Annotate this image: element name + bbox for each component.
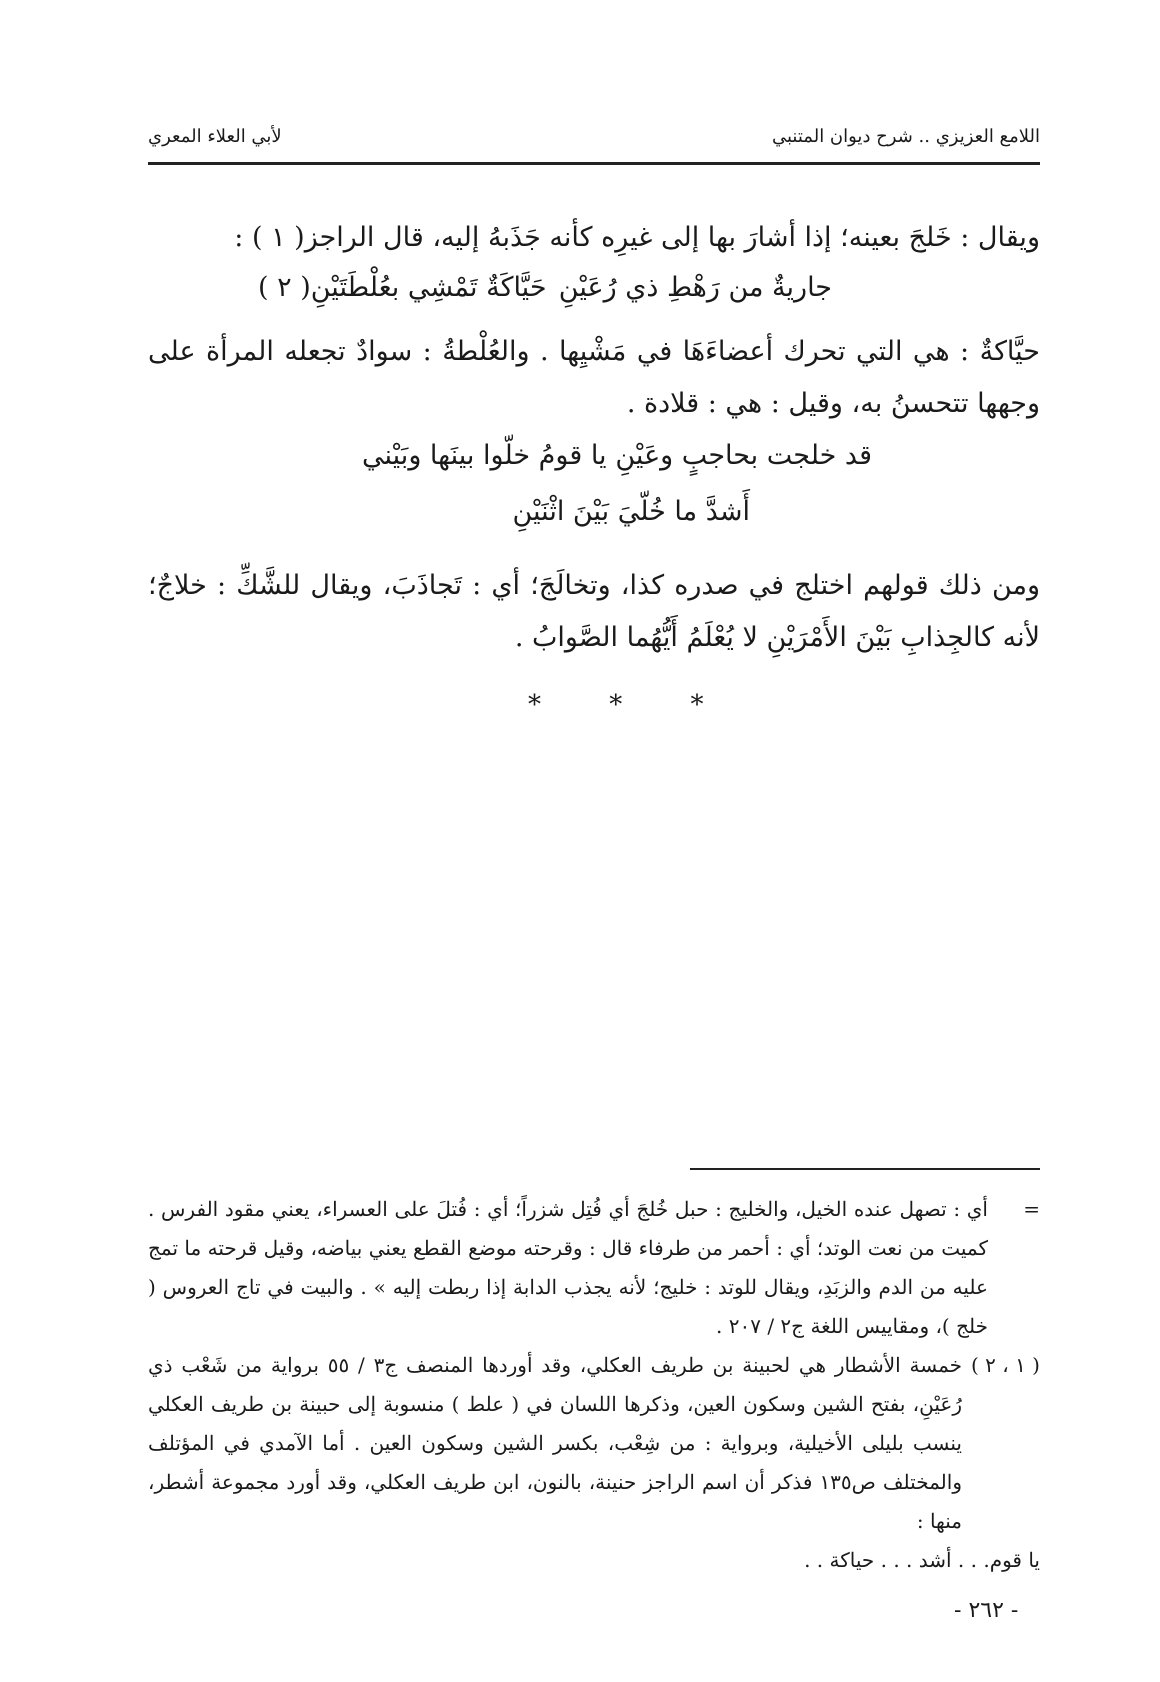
footnote-quote-line [148, 1541, 1040, 1580]
book-title: اللامع العزيزي .. شرح ديوان المتنبي [772, 126, 1040, 147]
footnote-mark: = [1023, 1197, 1040, 1221]
verse-2-second-hemistich: يا قومُ خلّوا بينَها وبَيْني [362, 440, 607, 471]
footnote-text: يا قوم. . . أشد . . . حياكة . . [804, 1548, 1040, 1572]
footnote-rule [690, 1168, 1040, 1170]
verse-3: أَشدَّ ما خُلّيَ بَيْنَ اثْنَيْنِ [512, 496, 750, 527]
paragraph-1: ويقال : خَلجَ بعينه؛ إذا أشارَ بها إلى غيرِه كأنه جَذَبهُ إليه، قال الراجز( ١ ) : [234, 222, 1040, 253]
header-rule [148, 162, 1040, 165]
verse-1-second-hemistich: حَيَّاكَةٌ تَمْشِي بعُلْطَتَيْنِ( ٢ ) [258, 272, 547, 303]
paragraph-2: حيَّاكةٌ : هي التي تحرك أعضاءَهَا في مَشْيِها . والعُلْطةُ : سوادٌ تجعله المرأة على وجهها تتحسنُ به، وقيل : هي : قلادة . [148, 336, 1040, 419]
footnote-continuation [148, 1190, 1040, 1346]
author-name: لأبي العلاء المعري [148, 126, 282, 147]
running-header [148, 120, 1040, 154]
paragraph-3: ومن ذلك قولهم اختلج في صدره كذا، وتخالَجَ؛ أي : تَجاذَبَ، ويقال للشَّكِّ : خلاجٌ؛ لأنه كالجِذابِ بَيْنَ الأَمْرَيْنِ لا يُعْلَمُ أَيُّهُما الصَّوابُ . [148, 570, 1040, 653]
footnote-text: خمسة الأشطار هي لحبينة بن طريف العكلي، وقد أوردها المنصف ج٣ / ٥٥ برواية من شَعْب ذي رُعَيْنِ، بفتح الشين وسكون العين، وذكرها اللسان في ( علط ) منسوبة إلى حبينة بن طريف العكلي ينسب بليلى الأخيلية، وبرواية : من شِعْب، بكسر الشين وسكون العين . أما الآمدي في المؤتلف والمختلف ص١٣٥ فذكر أن اسم الراجز حنينة، بالنون، ابن طريف العكلي، وقد أورد مجموعة أشطر، منها : [148, 1353, 963, 1533]
section-separator: * * * [528, 690, 734, 720]
footnote-1-2 [148, 1346, 1040, 1541]
verse-2-first-hemistich: قد خلجت بحاجبٍ وعَيْنِ [615, 440, 872, 471]
footnote-text: أي : تصهل عنده الخيل، والخليج : حبل خُلجَ أي فُتِل شزراً؛ أي : فُتلَ على العسراء، يعني مقود الفرس . كميت من نعت الوتد؛ أي : أحمر من طرفاء قال : وقرحته موضع القطع يعني بياضه، وقيل قرحته ما تمج عليه من الدم والزبَدِ، ويقال للوتد : خليج؛ لأنه يجذب الدابة إذا ربطت إليه » . والبيت في تاج العروس ( خلج )، ومقاييس اللغة ج٢ / ٢٠٧ . [148, 1197, 988, 1338]
paragraph-1-block [148, 212, 1040, 264]
paragraph-3-block [148, 560, 1040, 664]
paragraph-2-block [148, 326, 1040, 430]
page-number: - ٢٦٢ - [954, 1598, 1019, 1623]
verse-1-first-hemistich: جاريةٌ من رَهْطِ ذي رُعَيْنِ [558, 272, 832, 303]
footnotes [148, 1190, 1040, 1580]
footnote-mark: ( ١ ، ٢ ) [970, 1353, 1040, 1377]
